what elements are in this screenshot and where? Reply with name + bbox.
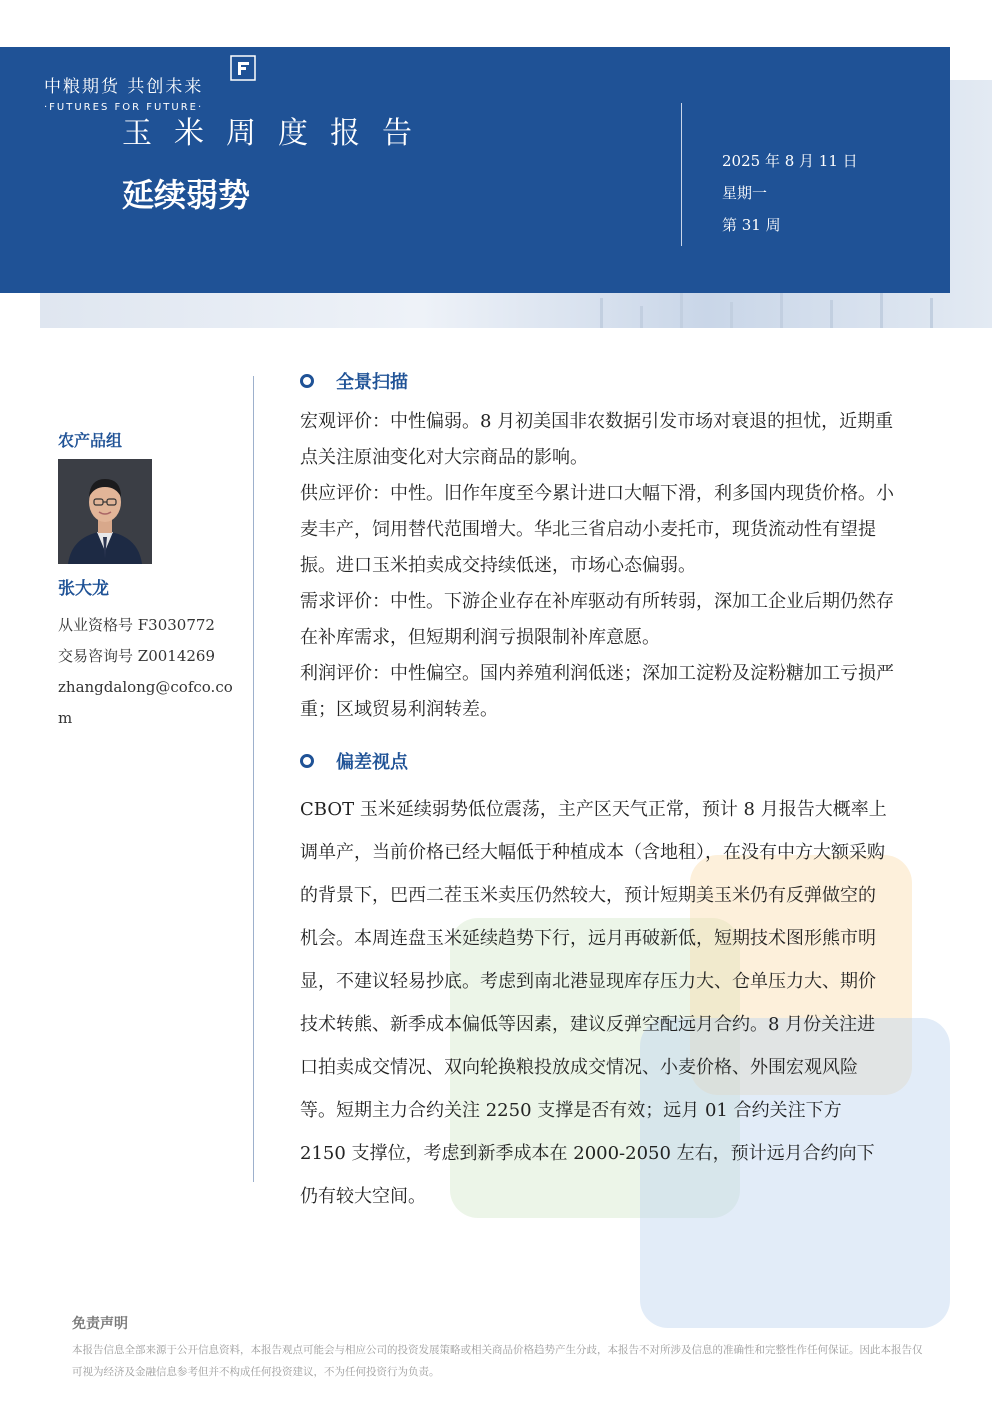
report-subtitle: 延续弱势 — [122, 176, 251, 214]
author-name: 张大龙 — [58, 579, 109, 599]
report-date: 2025 年 8 月 11 日 — [722, 152, 858, 170]
license-number: 从业资格号 F3030772 — [58, 616, 215, 634]
sidebar-divider — [253, 376, 254, 1182]
author-email[interactable]: zhangdalong@cofco.com — [58, 678, 233, 727]
profit-evaluation: 利润评价：中性偏空。国内养殖利润低迷；深加工淀粉及淀粉糖加工亏损严重；区域贸易利润转差。 — [300, 663, 894, 720]
supply-evaluation: 供应评价：中性。旧作年度至今累计进口大幅下滑，利多国内现货价格。小麦丰产，饲用替代范围增大。华北三省启动小麦托市，现货流动性有望提振。进口玉米拍卖成交持续低迷，市场心态偏弱。 — [300, 483, 894, 576]
deviation-heading — [300, 748, 890, 774]
group-label: 农产品组 — [58, 431, 123, 450]
company-logo — [44, 72, 203, 113]
report-title: 玉米周度报告 — [122, 116, 434, 151]
consult-number: 交易咨询号 Z0014269 — [58, 647, 215, 665]
avatar — [58, 459, 152, 564]
disclaimer-heading: 免责声明 — [72, 1316, 128, 1332]
macro-evaluation: 宏观评价：中性偏弱。8 月初美国非农数据引发市场对衰退的担忧，近期重点关注原油变化对大宗商品的影响。 — [300, 411, 894, 468]
demand-evaluation: 需求评价：中性。下游企业存在补库驱动有所转弱，深加工企业后期仍然存在补库需求，但短期利润亏损限制补库意愿。 — [300, 591, 894, 648]
header-divider — [681, 103, 682, 246]
bullet-circle-icon — [300, 374, 314, 388]
overview-heading — [300, 368, 900, 394]
report-weekday: 星期一 — [722, 184, 768, 202]
deviation-section — [300, 748, 890, 1218]
logo-slogan: ·FUTURES FOR FUTURE· — [44, 102, 204, 113]
overview-heading-text: 全景扫描 — [336, 372, 408, 393]
logo-text: 中粮期货 共创未来 — [44, 77, 204, 97]
overview-section — [300, 368, 900, 728]
deviation-heading-text: 偏差视点 — [336, 752, 408, 773]
disclaimer-text: 本报告信息全部来源于公开信息资料，本报告观点可能会与相应公司的投资发展策略或相关商品价格趋势产生分歧，本报告不对所涉及信息的准确性和完整性作任何保证。因此本报告仅可视为经济及金融信息参考但并不构成任何投资建议，不为任何投资行为负责。 — [72, 1344, 923, 1378]
bullet-circle-icon — [300, 754, 314, 768]
deviation-body: CBOT 玉米延续弱势低位震荡，主产区天气正常，预计 8 月报告大概率上调单产，当前价格已经大幅低于种植成本（含地租），在没有中方大额采购的背景下，巴西二茬玉米卖压仍然较大，预计短期美玉米仍有反弹做空的机会。本周连盘玉米延续趋势下行，远月再破新低，短期技术图形熊市明显，不建议轻易抄底。考虑到南北港显现库存压力大、仓单压力大、期价技术转熊、新季成本偏低等因素，建议反弹空配远月合约。8 月份关注进口拍卖成交情况、双向轮换粮投放成交情况、小麦价格、外围宏观风险等。短期主力合约关注 2250 支撑是否有效；远月 01 合约关注下方 2150 支撑位，考虑到新季成本在 2000-2050 左右，预计远月合约向下仍有较大空间。 — [300, 799, 887, 1207]
date-block — [722, 145, 858, 241]
report-week: 第 31 周 — [722, 216, 781, 234]
overview-body — [300, 404, 900, 728]
author-photo-icon — [58, 459, 152, 564]
author-info — [58, 610, 238, 734]
logo-mark-icon — [230, 55, 256, 81]
